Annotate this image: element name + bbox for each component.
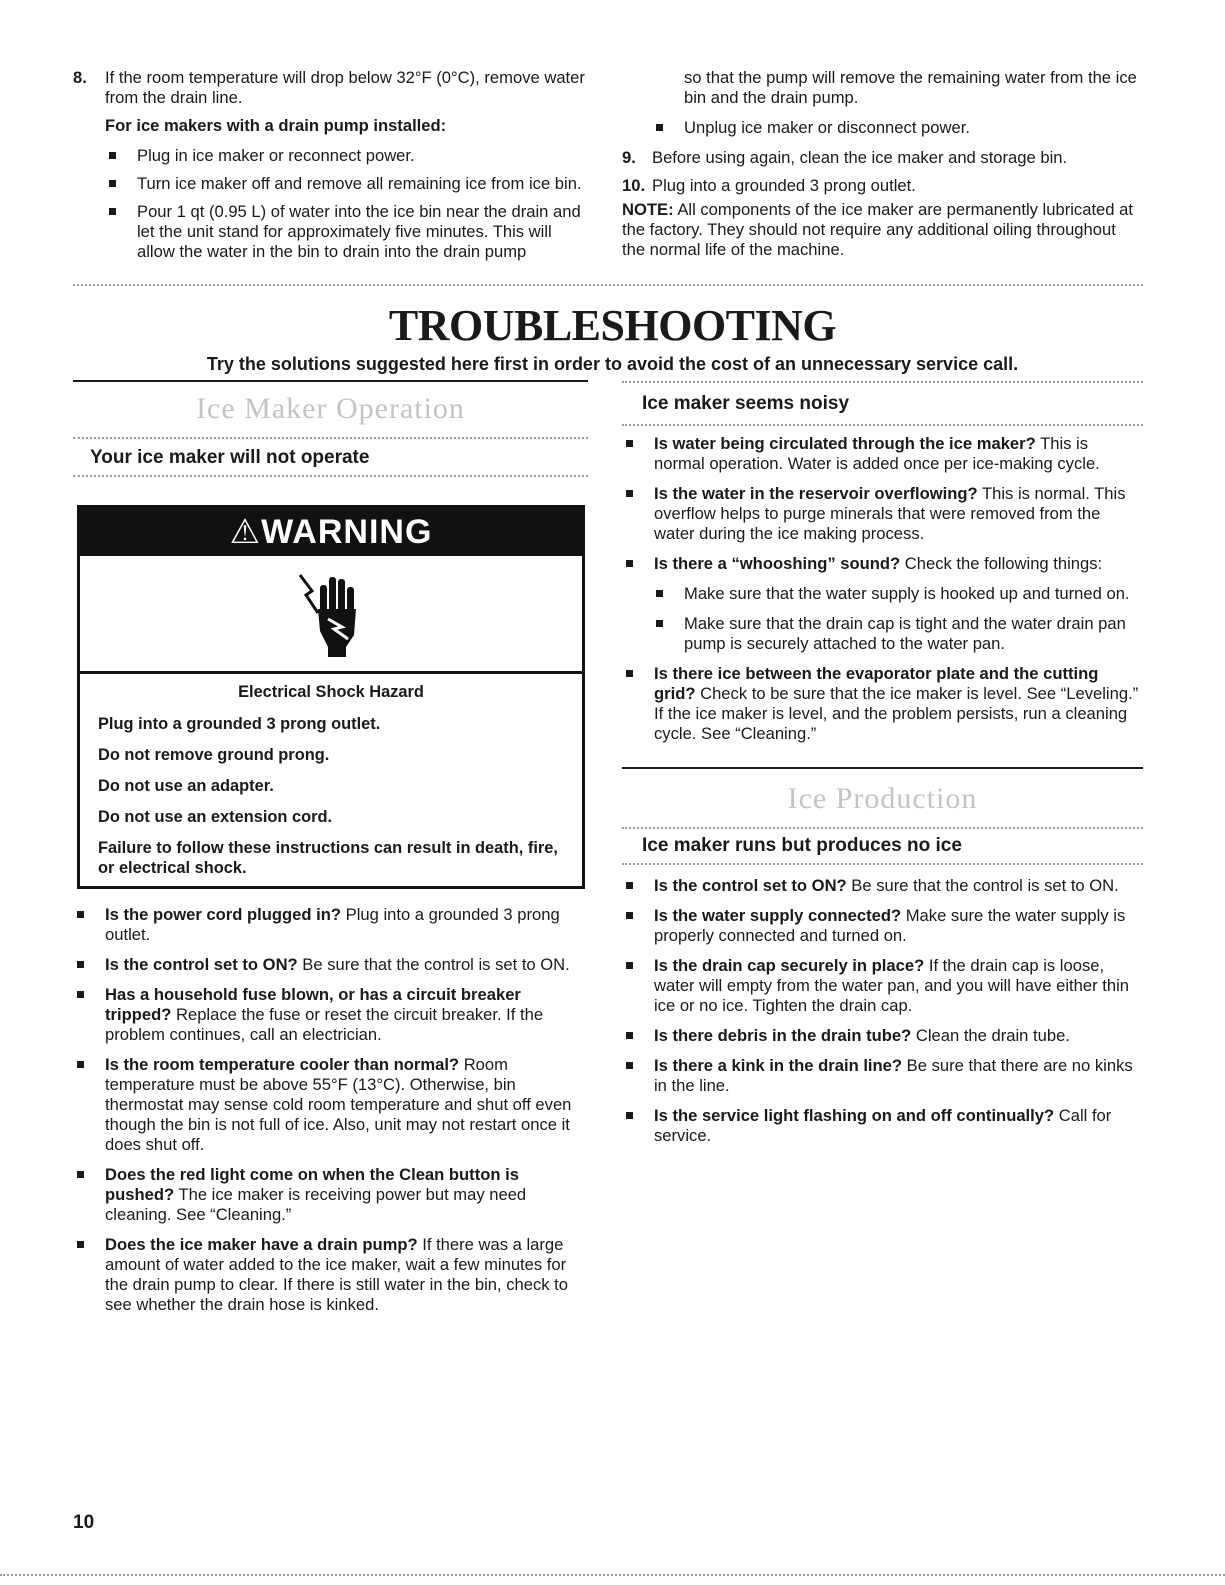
- list-item: [73, 955, 588, 975]
- step-8: [73, 68, 593, 108]
- warning-line: Do not remove ground prong.: [98, 746, 330, 764]
- subheading-noisy: Ice maker seems noisy: [642, 393, 850, 414]
- hazard-title: Electrical Shock Hazard: [238, 683, 424, 701]
- warning-body: [80, 674, 582, 878]
- question: Is there ice between the evaporator plate and the cutting grid?: [654, 664, 1099, 703]
- answer: Check to be sure that the ice maker is level. See “Leveling.” If the ice maker is level, and the problem persists, run a cleaning cycle. See “Cleaning.”: [654, 684, 1139, 743]
- note-text: All components of the ice maker are permanently lubricated at the factory. They should not require any additional oiling throughout the normal life of the machine.: [622, 200, 1133, 259]
- no-ice-list: [622, 876, 1143, 1156]
- warning-box: [77, 505, 585, 889]
- answer: This is normal operation. Water is added once per ice-making cycle.: [654, 434, 1100, 473]
- step-text: Before using again, clean the ice maker and storage bin.: [652, 148, 1068, 167]
- warning-line: Failure to follow these instructions can result in death, fire, or electrical shock.: [98, 839, 558, 877]
- list-item: [622, 1026, 1143, 1046]
- list-item: [73, 905, 588, 945]
- divider: [622, 767, 1143, 769]
- noisy-list: [622, 434, 1143, 752]
- list-item: [622, 664, 1143, 744]
- question: Is the control set to ON?: [654, 876, 847, 895]
- list-item: [622, 906, 1143, 946]
- question: Is water being circulated through the ice maker?: [654, 434, 1036, 453]
- divider: [622, 424, 1143, 426]
- step-number: 9.: [622, 148, 636, 167]
- list-item: Unplug ice maker or disconnect power.: [652, 118, 1142, 138]
- warning-line: Plug into a grounded 3 prong outlet.: [98, 715, 381, 733]
- question: Is there a kink in the drain line?: [654, 1056, 903, 1075]
- list-item: [622, 484, 1143, 544]
- unplug-list: [622, 118, 1142, 138]
- warning-line: Do not use an extension cord.: [98, 808, 333, 826]
- answer: Make sure the water supply is properly connected and turned on.: [654, 906, 1126, 945]
- question: Is there debris in the drain tube?: [654, 1026, 912, 1045]
- warning-header: ⚠WARNING: [80, 508, 582, 556]
- answer: This is normal. This overflow helps to purge minerals that were removed from the water during the ice making process.: [654, 484, 1126, 543]
- list-item: [622, 876, 1143, 896]
- whoosh-subitems: [622, 584, 1143, 654]
- top-left-column: [73, 68, 593, 270]
- divider: [73, 475, 588, 477]
- question: Is the water in the reservoir overflowing?: [654, 484, 978, 503]
- question: Does the ice maker have a drain pump?: [105, 1235, 418, 1254]
- step-number: 10.: [622, 176, 646, 195]
- answer: Replace the fuse or reset the circuit breaker. If the problem continues, call an electrician.: [105, 1005, 544, 1044]
- list-item: Pour 1 qt (0.95 L) of water into the ice bin near the drain and let the unit stand for approximately five minutes. This will allow the water in the bin to drain into the drain pump: [105, 202, 593, 262]
- step-number: 8.: [73, 68, 87, 87]
- note: [622, 200, 1142, 260]
- answer: If the drain cap is loose, water will empty from the water pan, and you will have either thin ice or no ice. Tighten the drain cap.: [654, 956, 1129, 1015]
- list-item: [622, 1106, 1143, 1146]
- divider: [622, 827, 1143, 829]
- step-text: If the room temperature will drop below 32°F (0°C), remove water from the drain line.: [105, 68, 585, 107]
- list-item: [622, 956, 1143, 1016]
- title-rule-left: [73, 380, 588, 382]
- answer: Plug into a grounded 3 prong outlet.: [105, 905, 560, 944]
- list-item: Turn ice maker off and remove all remaining ice from ice bin.: [105, 174, 593, 194]
- list-item: [73, 985, 588, 1045]
- page-number: 10: [73, 1512, 95, 1533]
- list-item: Make sure that the water supply is hooked up and turned on.: [652, 584, 1143, 604]
- section-title-ice-maker-operation: Ice Maker Operation: [196, 392, 465, 425]
- question: Is the service light flashing on and off continually?: [654, 1106, 1055, 1125]
- electrical-shock-icon: [80, 556, 582, 674]
- page-title: TROUBLESHOOTING: [388, 301, 837, 350]
- list-item: [73, 1055, 588, 1155]
- footer-rule: [0, 1574, 1225, 1576]
- list-item: [622, 1056, 1143, 1096]
- answer: Call for service.: [654, 1106, 1112, 1145]
- question: Is the drain cap securely in place?: [654, 956, 925, 975]
- list-item: Plug in ice maker or reconnect power.: [105, 146, 593, 166]
- page-subtitle: Try the solutions suggested here first in order to avoid the cost of an unnecessary service call.: [206, 354, 1019, 374]
- step-10: [622, 176, 1142, 196]
- subheading-no-ice: Ice maker runs but produces no ice: [642, 835, 962, 856]
- subheading-will-not-operate: Your ice maker will not operate: [90, 447, 370, 468]
- question: Is there a “whooshing” sound?: [654, 554, 901, 573]
- answer: Clean the drain tube.: [911, 1026, 1070, 1045]
- step-text: Plug into a grounded 3 prong outlet.: [652, 176, 916, 195]
- answer: Room temperature must be above 55°F (13°C). Otherwise, bin thermostat may sense cold room temperature and shut off even though the bin is not full of ice. Also, unit may not restart once it does shut off.: [105, 1055, 572, 1154]
- question: Is the power cord plugged in?: [105, 905, 342, 924]
- question: Is the water supply connected?: [654, 906, 902, 925]
- answer: Be sure that the control is set to ON.: [846, 876, 1119, 895]
- question: Does the red light come on when the Clean button is pushed?: [105, 1165, 519, 1204]
- divider: [622, 863, 1143, 865]
- question: Is the control set to ON?: [105, 955, 298, 974]
- list-item: [622, 554, 1143, 574]
- section-divider: [73, 284, 1143, 286]
- list-item: [73, 1165, 588, 1225]
- pump-bullet-list: [73, 146, 593, 262]
- note-label: NOTE:: [622, 200, 674, 219]
- top-right-column: [622, 68, 1142, 268]
- title-rule-right: [622, 381, 1143, 383]
- answer: If there was a large amount of water added to the ice maker, wait a few minutes for the drain pump to clear. If there is still water in the bin, check to see whether the drain hose is kinked.: [105, 1235, 569, 1314]
- answer: Be sure that there are no kinks in the line.: [654, 1056, 1133, 1095]
- left-troubleshoot-list: [73, 905, 588, 1325]
- divider: [73, 437, 588, 439]
- list-item: Make sure that the drain cap is tight and the water drain pan pump is securely attached to the water pan.: [652, 614, 1143, 654]
- answer: Check the following things:: [900, 554, 1103, 573]
- pump-heading: For ice makers with a drain pump installed:: [105, 116, 447, 135]
- answer: Be sure that the control is set to ON.: [297, 955, 570, 974]
- question: Has a household fuse blown, or has a circuit breaker tripped?: [105, 985, 521, 1024]
- step-9: [622, 148, 1142, 168]
- section-title-ice-production: Ice Production: [787, 782, 978, 815]
- list-item: [622, 434, 1143, 474]
- warning-line: Do not use an adapter.: [98, 777, 274, 795]
- question: Is the room temperature cooler than normal?: [105, 1055, 460, 1074]
- continuation-text: so that the pump will remove the remaining water from the ice bin and the drain pump.: [684, 68, 1137, 107]
- list-item: [73, 1235, 588, 1315]
- answer: The ice maker is receiving power but may need cleaning. See “Cleaning.”: [105, 1185, 527, 1224]
